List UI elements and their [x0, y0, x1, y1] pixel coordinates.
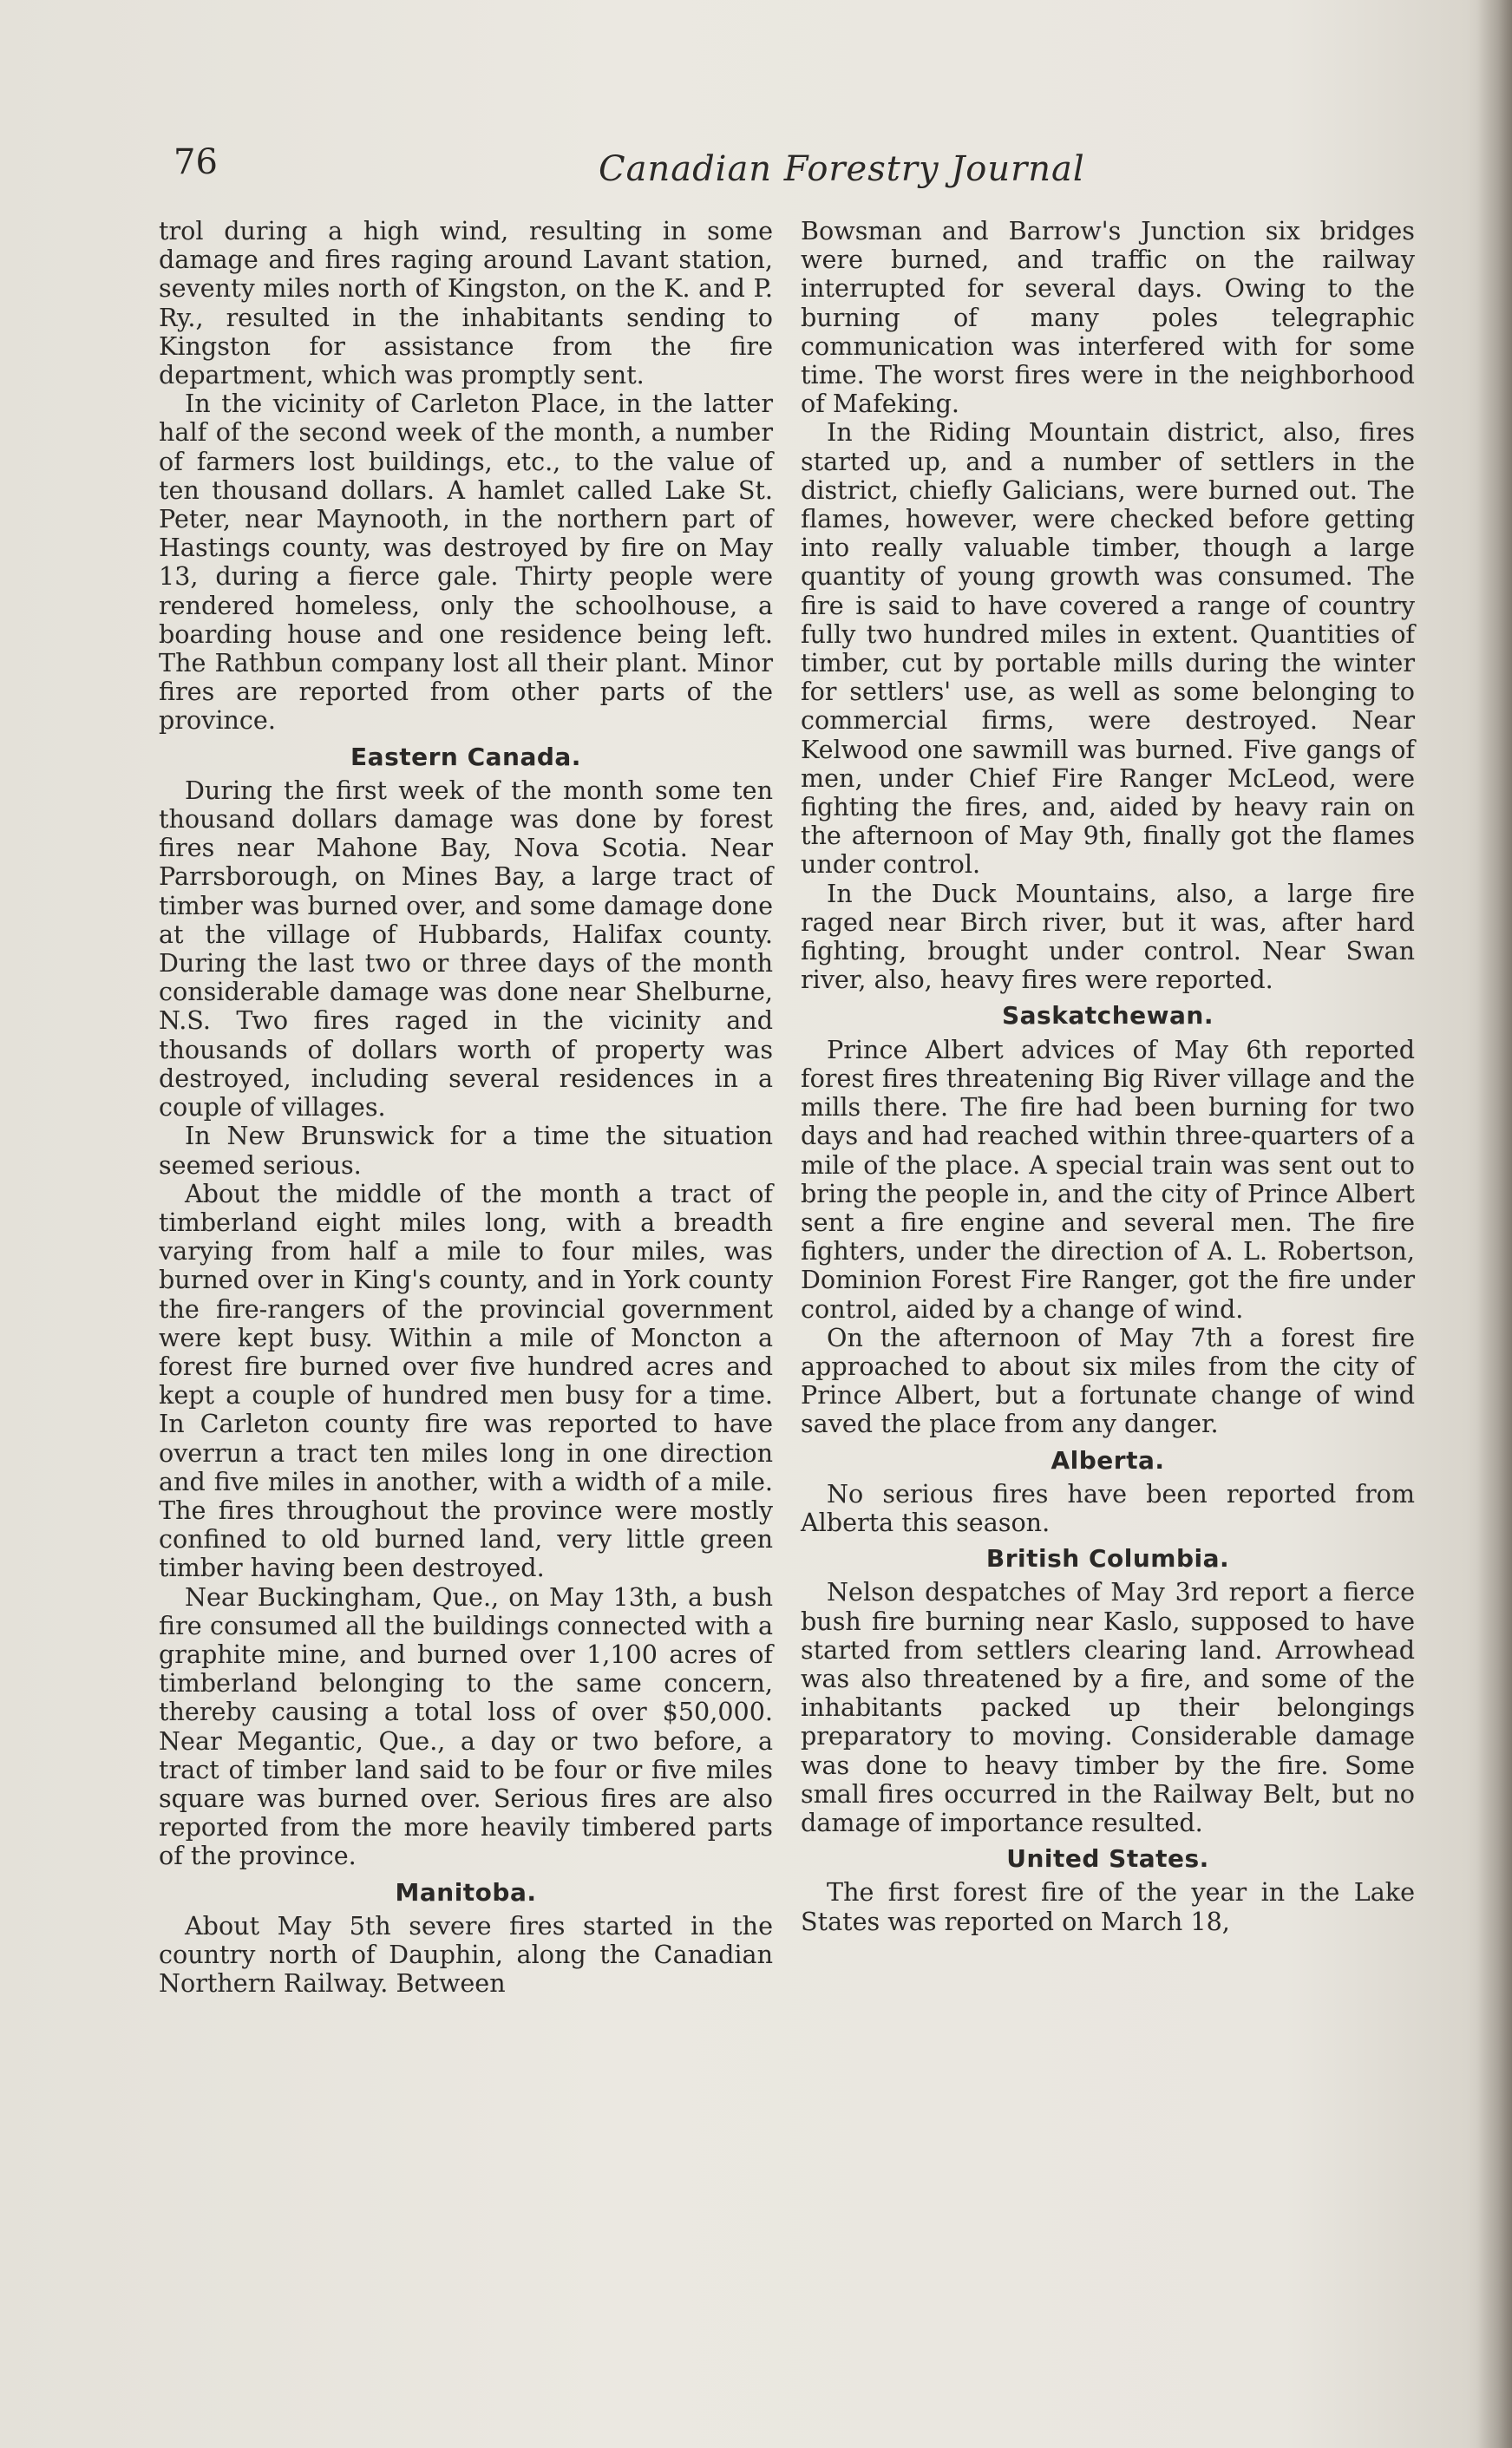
paragraph: On the afternoon of May 7th a forest fire approached to about six miles from the city of Prince Albert, but a fortunate change of wind saved the place from any danger.	[801, 1322, 1415, 1439]
paragraph: In the Duck Mountains, also, a large fire raged near Birch river, but it was, after hard fighting, brought under control. Near Swan river, also, heavy fires were reported.	[801, 878, 1415, 995]
paragraph: About the middle of the month a tract of timberland eight miles long, with a breadth varying from half a mile to four miles, was burned over in King's county, and in York county the fire-rangers of the provincial government were kept busy. Within a mile of Moncton a forest fire burned over five hundred acres and kept a couple of hundred men busy for a time. In Carleton county fire was reported to have overrun a tract ten miles long in one direction and five miles in another, with a width of a mile. The fires throughout the province were mostly confined to old burned land, very little green timber having been destroyed.	[159, 1178, 773, 1583]
section-heading: Alberta.	[1051, 1445, 1165, 1475]
paragraph: In the vicinity of Carleton Place, in the latter half of the second week of the month, a number of farmers lost buildings, etc., to the value of ten thousand dollars. A hamlet called Lake St. Peter, near Maynooth, in the northern part of Hastings county, was destroyed by fire on May 13, during a fierce gale. Thirty people were rendered homeless, only the schoolhouse, a boarding house and one residence being left. The Rathbun company lost all their plant. Minor fires are reported from other parts of the province.	[159, 389, 773, 736]
left-column	[159, 217, 773, 1998]
page-number: 76	[173, 142, 218, 182]
paragraph: Nelson despatches of May 3rd report a fierce bush fire burning near Kaslo, supposed to have started from settlers clearing land. Arrowhead was also threatened by a fire, and some of the inhabitants packed up their belongings preparatory to moving. Considerable damage was done to heavy timber by the fire. Some small fires occurred in the Railway Belt, but no damage of importance resulted.	[801, 1577, 1415, 1837]
paragraph: In New Brunswick for a time the situation seemed serious.	[159, 1121, 773, 1180]
paragraph: In the Riding Mountain district, also, fires started up, and a number of settlers in the district, chiefly Galicians, were burned out. The flames, however, were checked before getting into really valuable timber, though a large quantity of young growth was consumed. The fire is said to have covered a range of country fully two hundred miles in extent. Quantities of timber, cut by portable mills during the winter for settlers' use, as well as some belonging to commercial firms, were destroyed. Near Kelwood one sawmill was burned. Five gangs of men, under Chief Fire Ranger McLeod, were fighting the fires, and, aided by heavy rain on the afternoon of May 9th, finally got the flames under control.	[801, 417, 1415, 880]
paragraph: About May 5th severe fires started in the country north of Dauphin, along the Canadian Northern Railway. Between	[159, 1910, 773, 1999]
section-heading: British Columbia.	[985, 1544, 1230, 1574]
paragraph: No serious fires have been reported from Alberta this season.	[801, 1478, 1415, 1537]
page-header	[0, 139, 1512, 200]
paragraph: trol during a high wind, resulting in some damage and fires raging around Lavant station, seventy miles north of Kingston, on the K. and P. Ry., resulted in the inhabitants sending to Kingston for assistance from the fire department, which was promptly sent.	[159, 216, 773, 390]
right-column	[801, 217, 1415, 1936]
section-heading: Manitoba.	[395, 1877, 537, 1907]
section-heading: United States.	[1006, 1844, 1209, 1874]
paragraph: Near Buckingham, Que., on May 13th, a bush fire consumed all the buildings connected with a graphite mine, and burned over 1,100 acres of timberland belonging to the same concern, thereby causing a total loss of over $50,000. Near Megantic, Que., a day or two before, a tract of timber land said to be four or five miles square was burned over. Serious fires are also reported from the more heavily timbered parts of the province.	[159, 1581, 773, 1871]
section-heading: Saskatchewan.	[1002, 1001, 1214, 1031]
paragraph: During the first week of the month some ten thousand dollars damage was done by forest fires near Mahone Bay, Nova Scotia. Near Parrsborough, on Mines Bay, a large tract of timber was burned over, and some damage done at the village of Hubbards, Halifax county. During the last two or three days of the month considerable damage was done near Shelburne, N.S. Two fires raged in the vicinity and thousands of dollars worth of property was destroyed, including several residences in a couple of villages.	[159, 775, 773, 1123]
paragraph: The first forest fire of the year in the Lake States was reported on March 18,	[801, 1877, 1415, 1936]
section-heading: Eastern Canada.	[350, 742, 581, 771]
paragraph: Bowsman and Barrow's Junction six bridges were burned, and traffic on the railway interrupted for several days. Owing to the burning of many poles telegraphic communication was interfered with for some time. The worst fires were in the neighborhood of Mafeking.	[801, 216, 1415, 419]
paragraph: Prince Albert advices of May 6th reported forest fires threatening Big River village and the mills there. The fire had been burning for two days and had reached within three-quarters of a mile of the place. A special train was sent out to bring the people in, and the city of Prince Albert sent a fire engine and several men. The fire fighters, under the direction of A. L. Robertson, Dominion Forest Fire Ranger, got the fire under control, aided by a change of wind.	[801, 1034, 1415, 1324]
page-edge-shadow	[1477, 0, 1512, 2448]
journal-title: Canadian Forestry Journal	[599, 149, 1085, 189]
